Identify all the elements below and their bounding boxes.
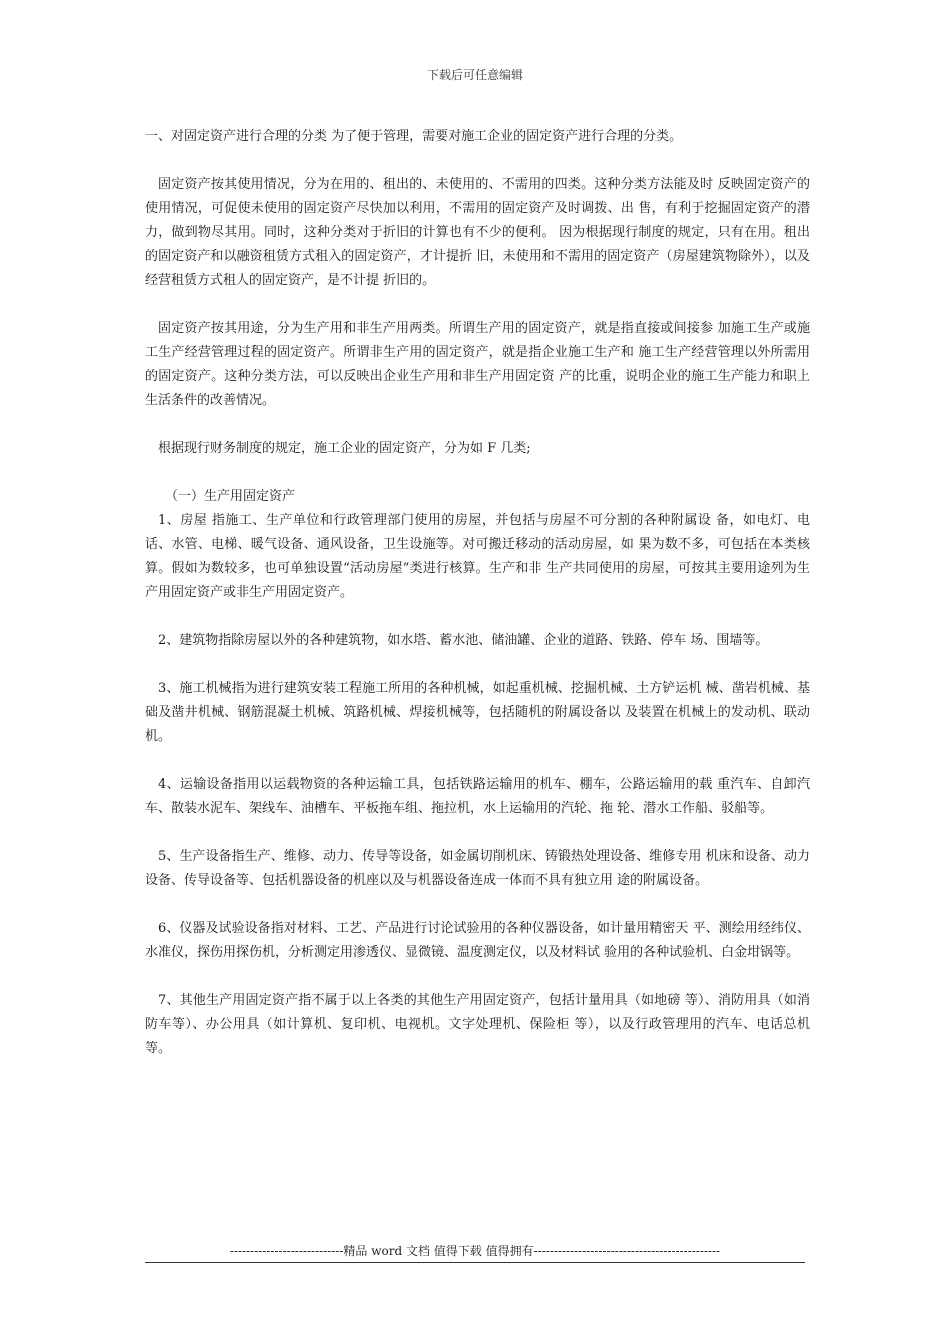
page-footer: ----------------------------精品 word 文档 值得下载 值得拥有---------------------------------------------- bbox=[229, 1244, 721, 1258]
document-body bbox=[145, 125, 810, 1061]
list-item-5: 5、生产设备指生产、维修、动力、传导等设备，如金属切削机床、铸锻热处理设备、维修专用 机床和设备、动力设备、传导设备等、包括机器设备的机座以及与机器设备连成一体而不具有独立用 途的附属设备。 bbox=[145, 849, 810, 888]
paragraph-purpose-classification: 固定资产按其用途，分为生产用和非生产用两类。所谓生产用的固定资产，就是指直接或间接参 加施工生产或施工生产经营管理过程的固定资产。所谓非生产用的固定资产，就是指企业施工生产和 施工生产经营管理以外所需用的固定资产。这种分类方法，可以反映出企业生产用和非生产用固定资 产的比重，说明企业的施工生产能力和职上生活条件的改善情况。 bbox=[145, 321, 810, 408]
list-item-1: 1、房屋 指施工、生产单位和行政管理部门使用的房屋，并包括与房屋不可分割的各种附属设 备，如电灯、电话、水管、电梯、暖气设备、通风设备，卫生设施等。对可搬迁移动的活动房屋，如 果为数不多，可包括在本类核算。假如为数较多，也可单独设置“活动房屋”类进行核算。生产和非 生产共同使用的房屋，可按其主要用途列为生产用固定资产或非生产用固定资产。 bbox=[145, 513, 810, 600]
list-item-3: 3、施工机械指为进行建筑安装工程施工所用的各种机械，如起重机械、挖掘机械、土方铲运机 械、凿岩机械、基础及凿井机械、钢筋混凝土机械、筑路机械、焊接机械等，包括随机的附属设备以 及装置在机械上的发动机、联动机。 bbox=[145, 681, 810, 744]
list-item-4: 4、运输设备指用以运载物资的各种运输工具，包括铁路运输用的机车、棚车，公路运输用的载 重汽车、自卸汽车、散装水泥车、架线车、油槽车、平板拖车组、拖拉机，水上运输用的汽轮、拖 轮、潜水工作船、驳船等。 bbox=[145, 777, 810, 816]
paragraph-regulation: 根据现行财务制度的规定，施工企业的固定资产，分为如 F 几类; bbox=[158, 441, 531, 456]
list-item-6: 6、仪器及试验设备指对材料、工艺、产品进行讨论试验用的各种仪器设备，如计量用精密天 平、测绘用经纬仪、水准仪，探伤用探伤机，分析测定用渗透仪、显微镜、温度测定仪，以及材料试 验用的各种试验机、白金坩锅等。 bbox=[145, 921, 810, 960]
paragraph-usage-classification: 固定资产按其使用情况，分为在用的、租出的、未使用的、不需用的四类。这种分类方法能及时 反映固定资产的使用情况，可促使未使用的固定资产尽快加以利用，不需用的固定资产及时调拨、出 售，有利于挖掘固定资产的潜力，做到物尽其用。同时，这种分类对于折旧的计算也有不少的便利。 因为根据现行制度的规定，只有在用。租出的固定资产和以融资租赁方式租入的固定资产，才计提折 旧，未使用和不需用的固定资产（房屋建筑物除外），以及经营租赁方式租人的固定资产，是不计提 折旧的。 bbox=[145, 177, 810, 288]
list-item-7: 7、其他生产用固定资产指不属于以上各类的其他生产用固定资产，包括计量用具（如地磅 等）、消防用具（如消防车等）、办公用具（如计算机、复印机、电视机。文字处理机、保险柜 等），以及行政管理用的汽车、电话总机等。 bbox=[145, 993, 810, 1056]
paragraph-intro: 一、对固定资产进行合理的分类 为了便于管理，需要对施工企业的固定资产进行合理的分类。 bbox=[145, 129, 683, 144]
list-item-2: 2、建筑物指除房屋以外的各种建筑物，如水塔、蓄水池、储油罐、企业的道路、铁路、停车 场、围墙等。 bbox=[158, 633, 769, 648]
page-header: 下载后可任意编辑 bbox=[426, 68, 523, 82]
section-heading: （一）生产用固定资产 bbox=[165, 489, 296, 504]
footer-divider bbox=[145, 1262, 805, 1263]
